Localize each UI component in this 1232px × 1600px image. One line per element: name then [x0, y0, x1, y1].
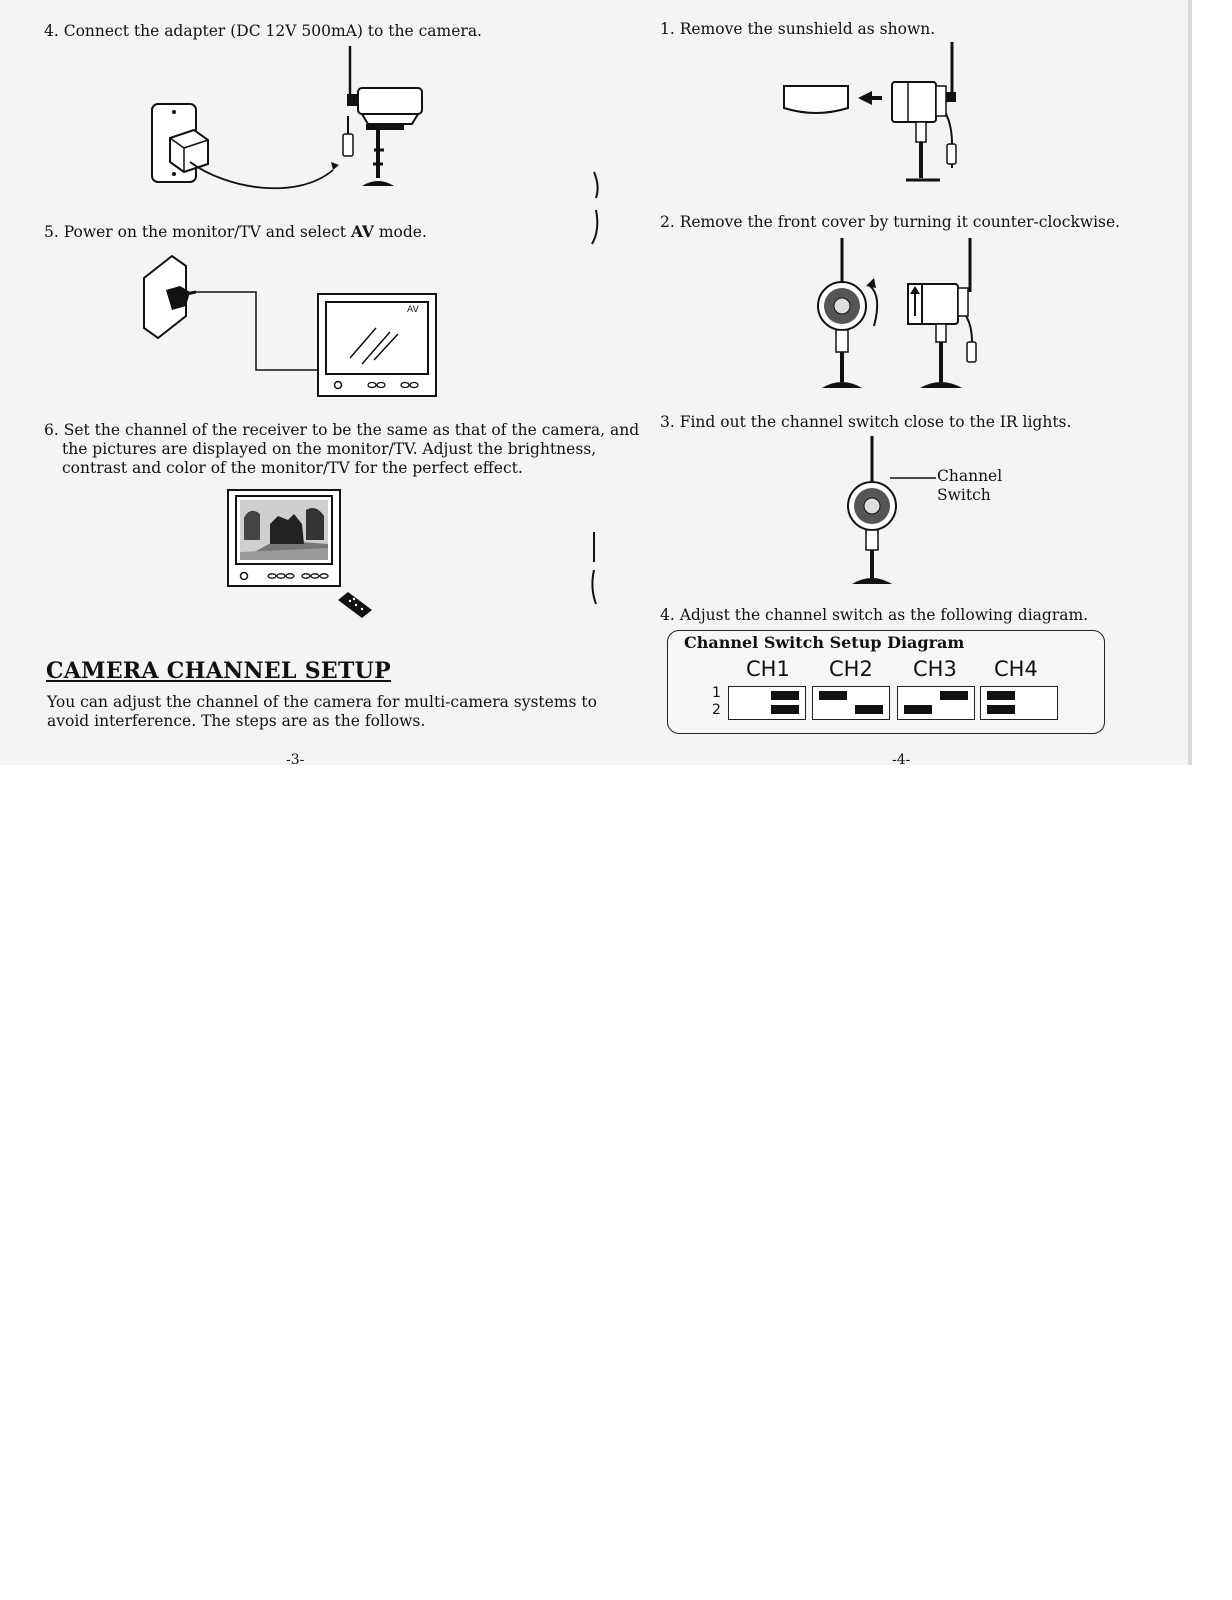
channel-switch-diagram	[667, 630, 1105, 734]
av-mode-label: AV	[350, 222, 374, 241]
step-4-text: 4. Connect the adapter (DC 12V 500mA) to the camera.	[44, 22, 482, 40]
page-number-right: -4-	[892, 752, 911, 768]
ch1-switch-1	[771, 691, 799, 700]
ch3-switch-2	[904, 705, 932, 714]
channel-switch-illustration	[844, 432, 940, 588]
scan-edge	[1188, 0, 1192, 765]
channel-switch-callout-1: Channel	[937, 467, 1003, 485]
adapter-camera-illustration	[148, 40, 438, 190]
sunshield-removal-illustration	[780, 38, 970, 186]
intro-line-2: avoid interference. The steps are as the follows.	[47, 712, 426, 730]
section-heading: CAMERA CHANNEL SETUP	[46, 658, 391, 684]
step-5-text-end: mode.	[373, 223, 427, 241]
front-cover-removal-illustration	[812, 232, 992, 394]
monitor-power-illustration	[140, 250, 450, 400]
step-4-right-text: 4. Adjust the channel switch as the following diagram.	[660, 606, 1089, 624]
step-6-line-1: 6. Set the channel of the receiver to be the same as that of the camera, and	[44, 421, 640, 439]
ch3-label: CH3	[913, 657, 957, 681]
step-6-line-3: contrast and color of the monitor/TV for the perfect effect.	[62, 459, 523, 477]
ch1-switch	[728, 686, 806, 720]
ch1-switch-2	[771, 705, 799, 714]
ch4-label: CH4	[994, 657, 1038, 681]
monitor-av-label: AV	[407, 305, 419, 315]
step-5-text-start: 5. Power on the monitor/TV and select	[44, 223, 351, 241]
ch3-switch	[897, 686, 975, 720]
monitor-remote-illustration	[226, 488, 376, 628]
ch2-label: CH2	[829, 657, 873, 681]
position-1-label: 1	[712, 685, 721, 701]
ch2-switch-2	[855, 705, 883, 714]
step-5-text	[44, 222, 427, 242]
ch2-switch-1	[819, 691, 847, 700]
channel-switch-callout-2: Switch	[937, 486, 991, 504]
position-2-label: 2	[712, 702, 721, 718]
ch4-switch	[980, 686, 1058, 720]
gutter-marks	[586, 170, 606, 610]
page-number-left: -3-	[286, 752, 305, 768]
ch2-switch	[812, 686, 890, 720]
ch1-label: CH1	[746, 657, 790, 681]
diagram-title: Channel Switch Setup Diagram	[684, 633, 965, 652]
ch4-switch-1	[987, 691, 1015, 700]
step-1-text: 1. Remove the sunshield as shown.	[660, 20, 936, 38]
ch4-switch-2	[987, 705, 1015, 714]
intro-line-1: You can adjust the channel of the camera for multi-camera systems to	[47, 693, 597, 711]
ch3-switch-1	[940, 691, 968, 700]
step-2-text: 2. Remove the front cover by turning it counter-clockwise.	[660, 213, 1121, 231]
step-6-line-2: the pictures are displayed on the monitor/TV. Adjust the brightness,	[62, 440, 597, 458]
step-3-text: 3. Find out the channel switch close to the IR lights.	[660, 413, 1072, 431]
